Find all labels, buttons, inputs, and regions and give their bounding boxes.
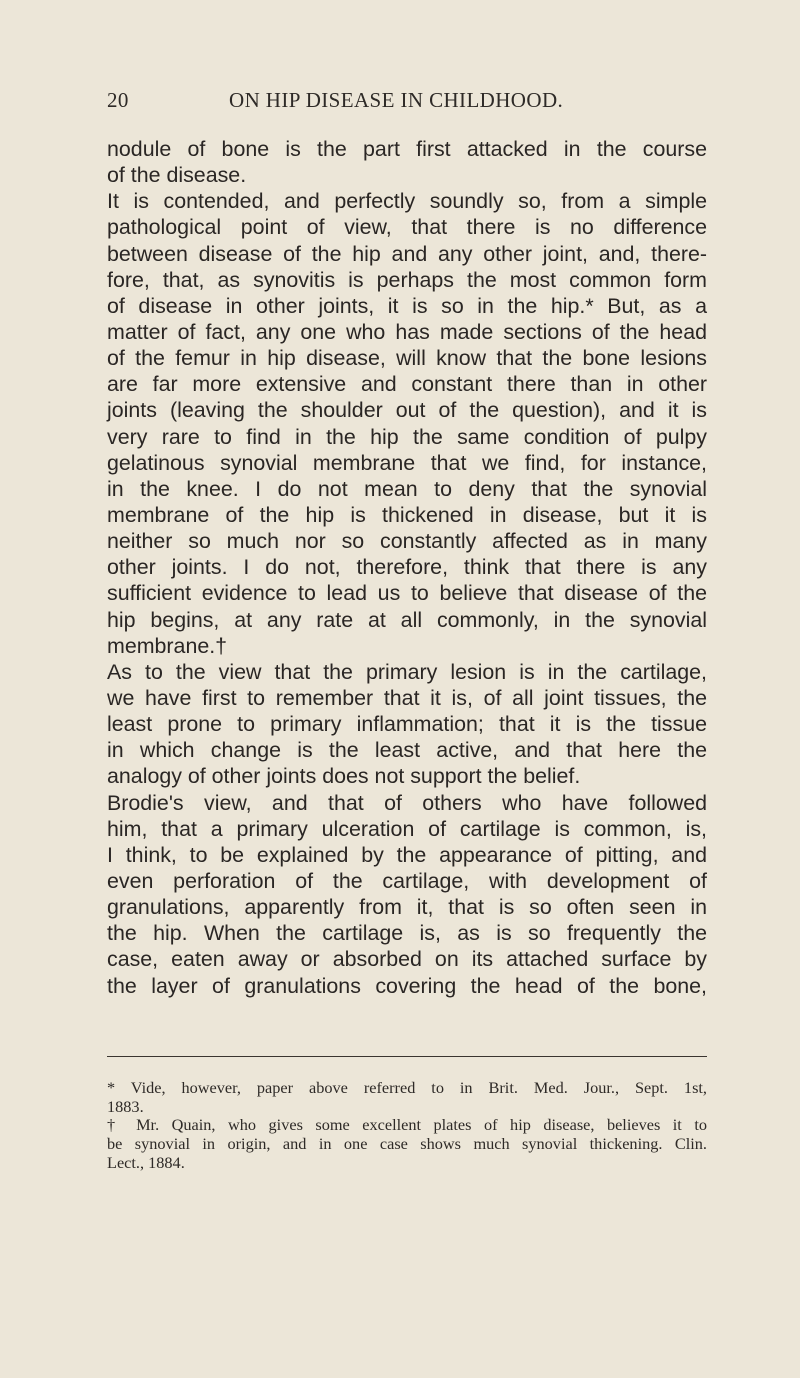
body-line: analogy of other joints does not support the belief. [107,764,581,789]
body-line: matter of fact, any one who has made sections of the head [107,319,707,344]
body-line: the hip. When the cartilage is, as is so frequently the [107,921,707,946]
body-text [107,136,707,999]
footnote-line: † Mr. Quain, who gives some excellent plates of hip disease, believes it to [107,1115,707,1135]
body-line: of the disease. [107,163,247,188]
body-line: I think, to be explained by the appearance of pitting, and [107,842,707,867]
body-line: we have first to remember that it is, of all joint tissues, the [107,685,707,710]
footnote-divider [107,1056,707,1057]
body-line: are far more extensive and constant there than in other [107,372,707,397]
body-line: even perforation of the cartilage, with development of [107,868,707,893]
footnote-line: 1883. [107,1096,144,1116]
body-line: the layer of granulations covering the head of the bone, [107,973,707,998]
body-line: nodule of bone is the part first attacked in the course [107,137,707,161]
body-line: least prone to primary inflammation; that it is the tissue [107,712,707,737]
body-line: gelatinous synovial membrane that we find, for instance, [107,450,707,475]
page-number: 20 [107,88,129,112]
body-line: Brodie's view, and that of others who have followed [107,790,707,815]
body-line: sufficient evidence to lead us to believe that disease of the [107,581,707,606]
body-line: other joints. I do not, therefore, think that there is any [107,555,707,580]
body-line: fore, that, as synovitis is perhaps the most common form [107,267,707,292]
footnote-line: be synovial in origin, and in one case shows much synovial thickening. Clin. [107,1134,707,1154]
body-line: very rare to find in the hip the same condition of pulpy [107,424,707,449]
footnote-line: * Vide, however, paper above referred to in Brit. Med. Jour., Sept. 1st, [107,1078,707,1097]
body-line: As to the view that the primary lesion is in the cartilage, [107,659,707,684]
body-line: him, that a primary ulceration of cartilage is common, is, [107,816,707,841]
body-line: case, eaten away or absorbed on its attached surface by [107,947,707,972]
body-line: of the femur in hip disease, will know that the bone lesions [107,346,707,371]
page-header [0,88,800,114]
body-line: neither so much nor so constantly affected as in many [107,529,707,554]
body-line: hip begins, at any rate at all commonly, in the synovial [107,607,707,632]
body-line: pathological point of view, that there is no difference [107,215,707,240]
body-line: granulations, apparently from it, that is so often seen in [107,895,707,920]
body-line: in which change is the least active, and that here the [107,738,707,763]
running-title: ON HIP DISEASE IN CHILDHOOD. [229,88,564,112]
body-line: membrane of the hip is thickened in disease, but it is [107,502,707,527]
body-line: between disease of the hip and any other joint, and, there- [107,241,707,266]
footnotes [107,1079,707,1172]
footnote-line: Lect., 1884. [107,1152,185,1172]
body-line: membrane.† [107,633,228,658]
body-line: of disease in other joints, it is so in the hip.* But, as a [107,293,707,318]
body-line: It is contended, and perfectly soundly so, from a simple [107,189,707,214]
body-line: joints (leaving the shoulder out of the question), and it is [107,398,707,423]
body-line: in the knee. I do not mean to deny that the synovial [107,476,707,501]
